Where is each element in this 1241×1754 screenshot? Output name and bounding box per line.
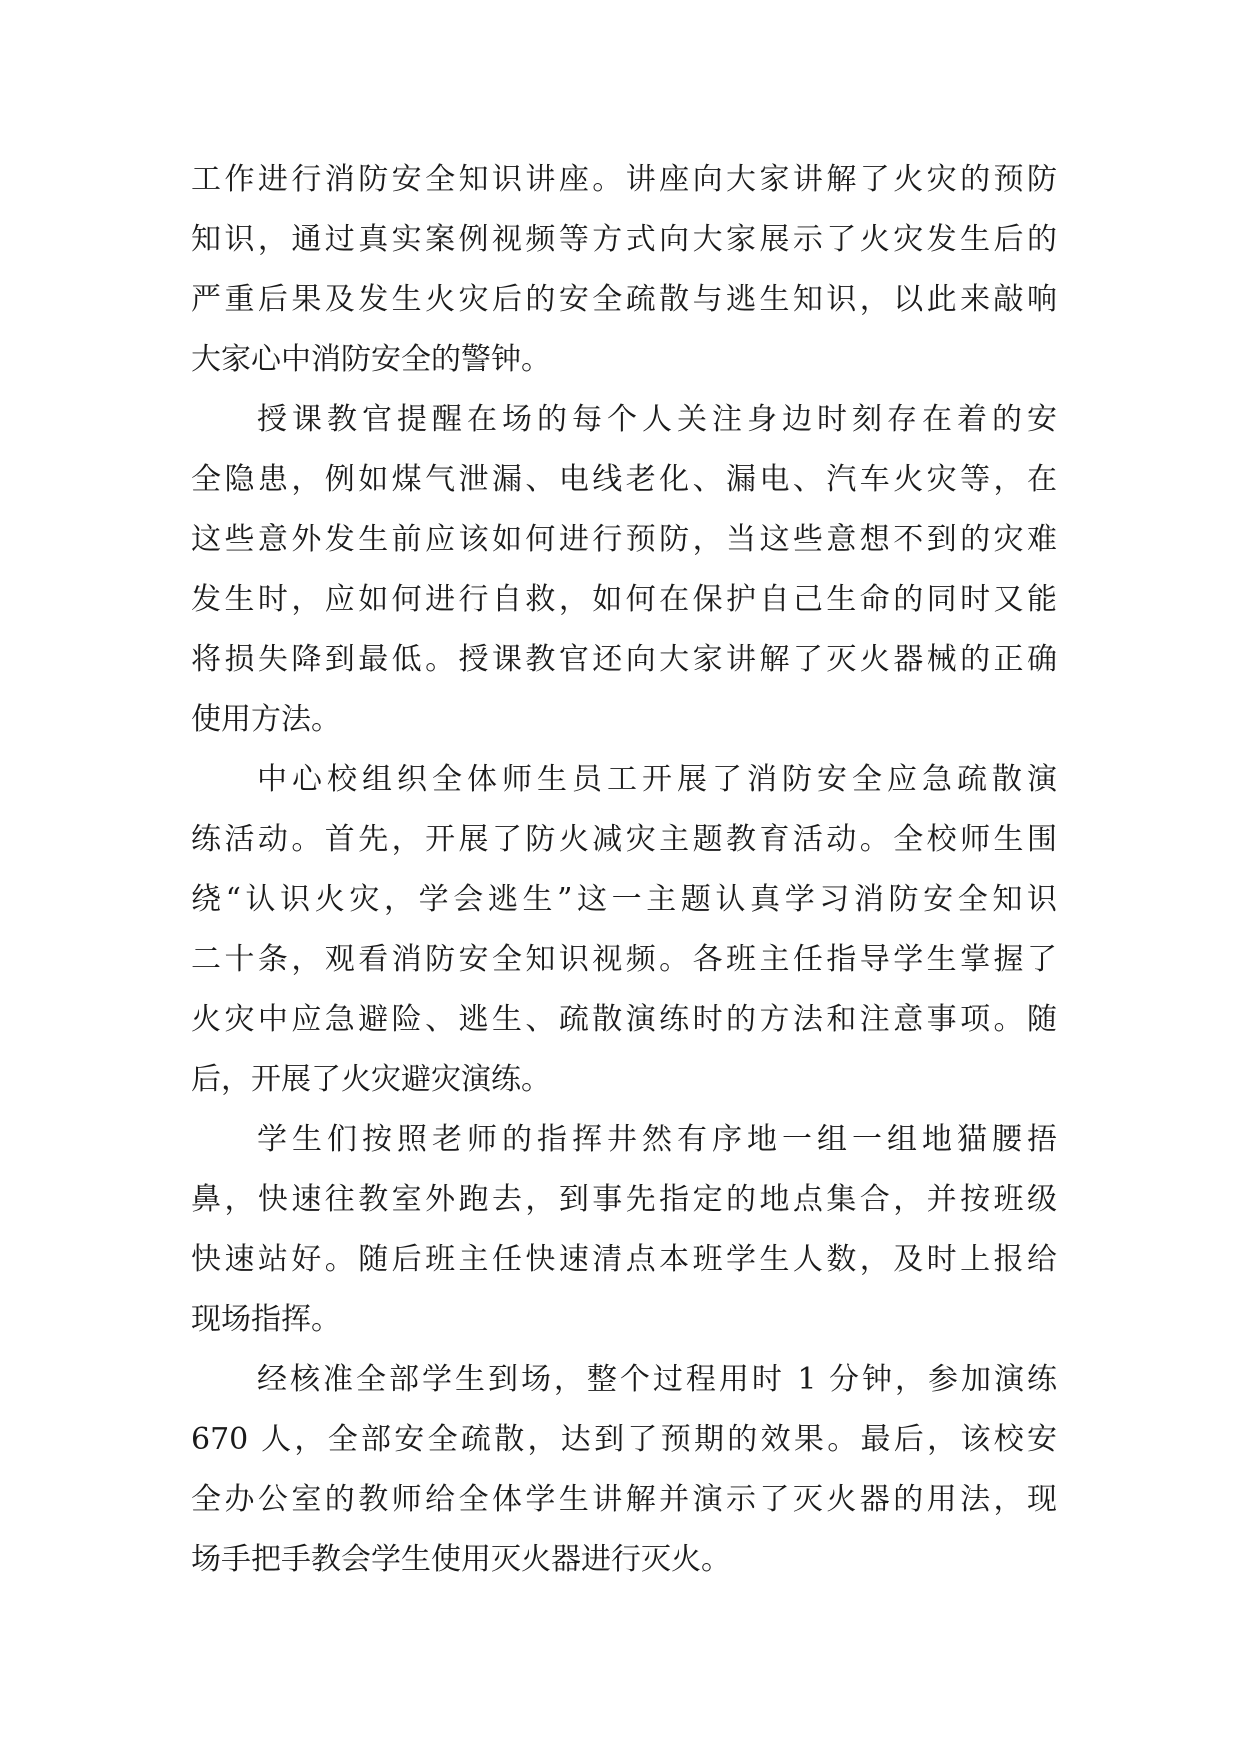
paragraph xyxy=(191,390,1057,750)
paragraph-line: 中心校组织全体师生员工开展了消防安全应急疏散演 xyxy=(257,762,1057,797)
paragraph-line: 将损失降到最低。授课教官还向大家讲解了灭火器械的正确 xyxy=(191,642,1057,677)
paragraph-line: 后，开展了火灾避灾演练。 xyxy=(191,1062,551,1097)
paragraph-line: 火灾中应急避险、逃生、疏散演练时的方法和注意事项。随 xyxy=(191,1002,1057,1037)
paragraph-line: 发生时，应如何进行自救，如何在保护自己生命的同时又能 xyxy=(191,582,1057,617)
paragraph-line: 二十条，观看消防安全知识视频。各班主任指导学生掌握了 xyxy=(191,942,1057,977)
paragraph-line: 授课教官提醒在场的每个人关注身边时刻存在着的安 xyxy=(257,402,1057,437)
paragraph-line: 现场指挥。 xyxy=(191,1302,341,1337)
paragraph-line: 670 人，全部安全疏散，达到了预期的效果。最后，该校安 xyxy=(191,1422,1057,1457)
paragraph-line: 严重后果及发生火灾后的安全疏散与逃生知识，以此来敲响 xyxy=(191,282,1057,317)
paragraph-line: 练活动。首先，开展了防火减灾主题教育活动。全校师生围 xyxy=(191,822,1057,857)
paragraph-line: 工作进行消防安全知识讲座。讲座向大家讲解了火灾的预防 xyxy=(191,162,1057,197)
paragraph xyxy=(191,150,1057,390)
document-body xyxy=(191,150,1057,1590)
paragraph-line: 大家心中消防安全的警钟。 xyxy=(191,342,551,377)
paragraph-line: 全办公室的教师给全体学生讲解并演示了灭火器的用法，现 xyxy=(191,1482,1057,1517)
paragraph-line: 绕“认识火灾，学会逃生”这一主题认真学习消防安全知识 xyxy=(191,882,1057,917)
paragraph-line: 经核准全部学生到场，整个过程用时 1 分钟，参加演练 xyxy=(257,1362,1057,1397)
paragraph-line: 知识，通过真实案例视频等方式向大家展示了火灾发生后的 xyxy=(191,222,1057,257)
paragraph xyxy=(191,1350,1057,1590)
paragraph-line: 这些意外发生前应该如何进行预防，当这些意想不到的灾难 xyxy=(191,522,1057,557)
paragraph xyxy=(191,1110,1057,1350)
paragraph-line: 全隐患，例如煤气泄漏、电线老化、漏电、汽车火灾等，在 xyxy=(191,462,1057,497)
paragraph-line: 场手把手教会学生使用灭火器进行灭火。 xyxy=(191,1542,731,1577)
paragraph-line: 鼻，快速往教室外跑去，到事先指定的地点集合，并按班级 xyxy=(191,1182,1057,1217)
paragraph-line: 学生们按照老师的指挥井然有序地一组一组地猫腰捂 xyxy=(257,1122,1057,1157)
paragraph xyxy=(191,750,1057,1110)
paragraph-line: 使用方法。 xyxy=(191,702,341,737)
paragraph-line: 快速站好。随后班主任快速清点本班学生人数，及时上报给 xyxy=(191,1242,1057,1277)
